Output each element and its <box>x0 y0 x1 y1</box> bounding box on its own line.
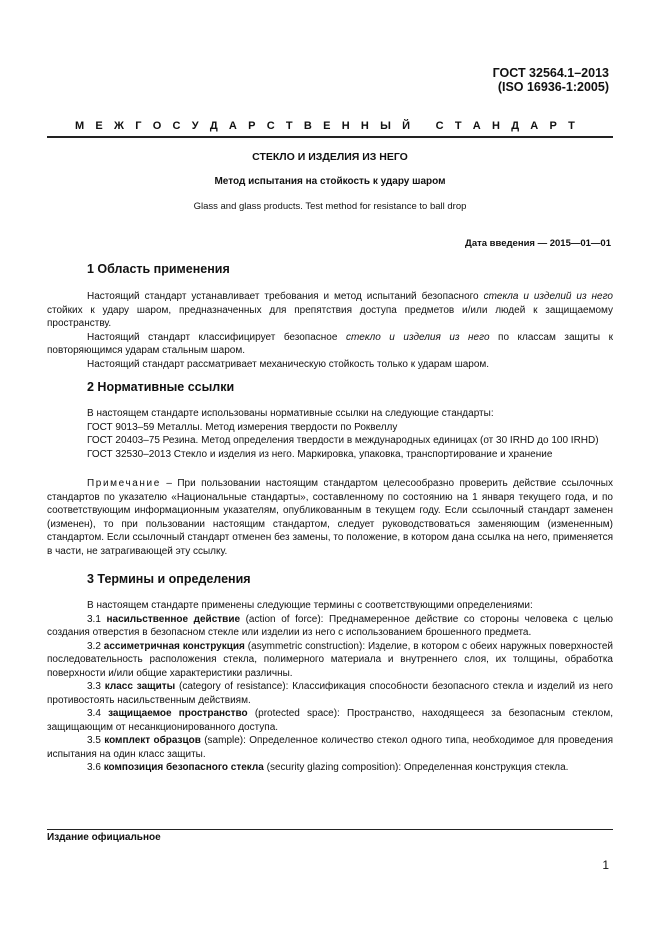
term-definition <box>47 680 613 707</box>
banner-letter: Е <box>323 120 331 132</box>
term-definition <box>47 640 613 681</box>
term-en: (action of force) <box>240 613 321 625</box>
interstate-standard-banner <box>75 120 575 132</box>
banner-gap <box>421 120 424 132</box>
note-block <box>47 477 613 558</box>
banner-letter: Й <box>402 120 411 132</box>
banner-letter: Р <box>549 120 557 132</box>
italic-text: стекло и изделия из него <box>345 331 490 343</box>
banner-letter: Д <box>209 120 218 132</box>
term-def: : Классификация способности безопасного стекла и изделий из него противостоять насильственным действиям. <box>47 681 613 706</box>
introduction-date: Дата введения — 2015—01—01 <box>465 238 611 249</box>
term-name: комплект образцов <box>104 735 201 746</box>
banner-letter: М <box>75 120 85 132</box>
term-name: защищаемое пространство <box>108 708 248 719</box>
paragraph: В настоящем стандарте применены следующие термины с соответствующими определениями: <box>87 600 533 611</box>
term-name: класс защиты <box>104 681 176 692</box>
banner-letter: Т <box>568 120 575 132</box>
term-def: : Определенная конструкция стекла. <box>398 762 569 773</box>
term-name: насильственное действие <box>106 613 241 625</box>
title-russian: СТЕКЛО И ИЗДЕЛИЯ ИЗ НЕГО <box>252 151 408 163</box>
term-definition <box>47 761 613 775</box>
banner-letter: Г <box>135 120 142 132</box>
banner-letter: Ж <box>114 120 124 132</box>
banner-letter: А <box>472 120 481 132</box>
text: Настоящий стандарт классифицирует безопасное <box>87 331 346 343</box>
banner-letter: О <box>152 120 162 132</box>
banner-letter: Н <box>360 120 369 132</box>
term-num: 3.3 <box>87 681 105 692</box>
title-english: Glass and glass products. Test method for resistance to ball drop <box>193 201 467 212</box>
banner-letter: Т <box>454 120 462 132</box>
paragraph <box>47 331 613 358</box>
term-def: : Определенное количество стекол одного типа, необходимое для проведения испытания на один класс защиты. <box>47 735 613 760</box>
term-def: : Преднамеренное действие со стороны человека с целью создания отверстия в безопасном стекле или изделии из него с использованием брошенного предмета. <box>47 613 614 638</box>
banner-letter: Н <box>341 120 350 132</box>
term-num: 3.2 <box>87 640 104 652</box>
term-definition <box>47 734 613 761</box>
term-name: ассиметричная конструкция <box>103 640 245 652</box>
banner-letter: В <box>303 120 312 132</box>
paragraph <box>47 290 613 331</box>
term-num: 3.1 <box>87 613 107 625</box>
banner-letter: С <box>172 120 181 132</box>
term-en: (protected space) <box>247 708 338 719</box>
footer-rule <box>47 829 613 830</box>
subtitle-russian: Метод испытания на стойкость к удару шаром <box>214 176 446 187</box>
note-text: – При пользовании настоящим стандартом целесообразно проверить действие ссылочных стандартов по указателю «Национальные стандарты», составленному по состоянию на 1 января текущего года, и по соответствующим информационным указателям, опубликованным в текущем году. Если ссылочный стандарт заменен (изменен), то при пользовании настоящим стандартом, следует руководствоваться заменяющим (измененным) стандартом. Если ссылочный стандарт отменен без замены, то положение, в котором дана ссылка на него, применяется в части, не затрагивающей эту ссылку. <box>47 478 613 557</box>
banner-letter: Ы <box>380 120 391 132</box>
banner-letter: Р <box>248 120 256 132</box>
term-def: : Изделие, в котором с обеих наружных поверхностей последовательность расположения стекла, полимерного материала и внутреннего слоя, их толщины, обработка поверхности и/или общие характеристики различны. <box>47 640 613 679</box>
section-3-heading: 3 Термины и определения <box>87 572 251 586</box>
banner-letter: Д <box>511 120 520 132</box>
text: по классам защиты к повторяющимся ударам стальным шаром. <box>47 331 614 356</box>
banner-letter: Т <box>285 120 293 132</box>
banner-letter: А <box>530 120 539 132</box>
reference-item: ГОСТ 20403–75 Резина. Метод определения твердости в международных единицах (от 30 IRHD до 100 IRHD) <box>87 435 599 446</box>
section-1-heading: 1 Область применения <box>87 262 230 276</box>
section-2-heading: 2 Нормативные ссылки <box>87 380 235 394</box>
banner-letter: А <box>228 120 237 132</box>
official-edition-label: Издание официальное <box>47 832 161 843</box>
term-definition <box>47 707 613 734</box>
banner-letter: С <box>435 120 444 132</box>
note-paragraph <box>47 477 613 558</box>
italic-text: стекла и изделий из него <box>483 291 613 302</box>
reference-item: ГОСТ 32530–2013 Стекло и изделия из него. Маркировка, упаковка, транспортирование и хранение <box>87 448 553 460</box>
banner-letter: Е <box>95 120 103 132</box>
term-def: : Пространство, находящееся за безопасным стеклом, защищающим от несанкционированного доступа. <box>47 708 613 733</box>
iso-number: (ISO 16936-1:2005) <box>497 80 609 94</box>
term-definition <box>47 613 613 640</box>
term-num: 3.4 <box>87 708 109 719</box>
banner-letter: Н <box>492 120 500 132</box>
note-label: Примечание <box>87 478 161 489</box>
banner-letter: У <box>191 120 199 132</box>
paragraph: Настоящий стандарт рассматривает механическую стойкость только к ударам шаром. <box>87 358 490 370</box>
section-1-body <box>47 290 613 371</box>
gost-number: ГОСТ 32564.1–2013 <box>492 66 609 80</box>
section-3-body <box>47 599 613 775</box>
document-code <box>493 66 609 94</box>
banner-letter: С <box>266 120 275 132</box>
term-en: (category of resistance) <box>175 681 286 692</box>
term-en: (asymmetric construction) <box>244 640 363 652</box>
term-num: 3.5 <box>87 735 105 746</box>
term-en: (security glazing composition) <box>263 762 399 773</box>
reference-item: ГОСТ 9013–59 Металлы. Метод измерения твердости по Роквеллу <box>87 421 398 433</box>
page-number: 1 <box>602 858 609 872</box>
text: стойких к удару шаром, предназначенных для препятствия доступа предметов и/или людей к защищаемому пространству. <box>47 304 613 329</box>
term-num: 3.6 <box>87 762 104 773</box>
term-en: (sample) <box>200 735 244 746</box>
header-rule <box>47 136 613 138</box>
paragraph: В настоящем стандарте использованы нормативные ссылки на следующие стандарты: <box>87 408 494 419</box>
section-2-body <box>47 407 613 461</box>
text: Настоящий стандарт устанавливает требования и метод испытаний безопасного <box>87 291 484 302</box>
term-name: композиция безопасного стекла <box>103 762 264 773</box>
